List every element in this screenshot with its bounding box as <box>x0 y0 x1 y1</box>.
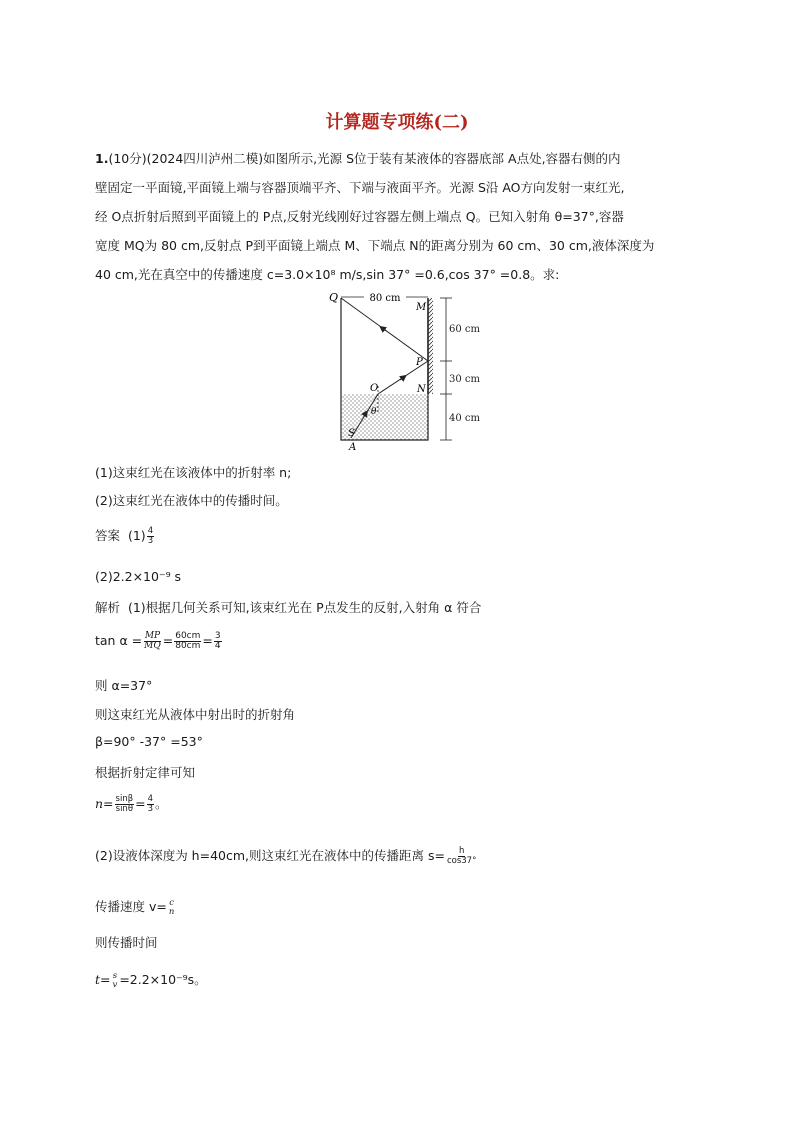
analysis-line-5: β=90° -37° =53° <box>95 734 203 749</box>
question-1: (1)这束红光在该液体中的折射率 n; <box>95 465 292 480</box>
analysis-line-11: t= s v =2.2×10⁻⁹s。 <box>95 970 207 990</box>
answer-label: 答案 <box>95 528 121 543</box>
label-S: S <box>348 428 355 439</box>
answer-1: 答案 (1) $\frac{4}{3}$ <box>95 526 154 546</box>
label-A: A <box>349 442 357 450</box>
problem-line: 经 O点折射后照到平面镜上的 P点,反射光线刚好过容器左侧上端点 Q。已知入射角 θ=37°,容器 <box>95 209 624 224</box>
tan-equation: tan α = $\frac{MP}{MQ}$ = $\frac{60cm}{80cm}$ = $\frac{3}{4}$ <box>95 631 221 651</box>
label-M: M <box>416 302 427 313</box>
question-2: (2)这束红光在液体中的传播时间。 <box>95 493 288 508</box>
fraction: s v <box>112 970 118 990</box>
dim-top: 80 cm <box>369 293 401 304</box>
refraction-equation: n= $\frac{\sin\beta}{\sin\theta}$ = $\frac{4}{3}$ 。 <box>95 794 168 814</box>
problem-statement <box>95 144 695 289</box>
fraction: $\frac{\sin\beta}{\sin\theta}$ <box>115 794 134 814</box>
label-N: N <box>417 384 426 395</box>
question-number: 1. <box>95 151 109 166</box>
page-title: 计算题专项练(二) <box>325 112 469 133</box>
analysis-line-1: 解析 (1)根据几何关系可知,该束红光在 P点发生的反射,入射角 α 符合 <box>95 600 482 615</box>
fraction: $\frac{4}{3}$ <box>147 526 154 546</box>
dim-right-40: 40 cm <box>449 413 480 424</box>
answer-2: (2)2.2×10⁻⁹ s <box>95 569 182 584</box>
label-theta: θ <box>371 407 377 417</box>
dim-right-30: 30 cm <box>449 374 480 385</box>
analysis-line-3: 则 α=37° <box>95 678 153 693</box>
fraction: $\frac{4}{3}$ <box>147 794 154 814</box>
fraction: $\frac{60cm}{80cm}$ <box>175 631 201 651</box>
analysis-label: 解析 <box>95 600 121 615</box>
label-Q: Q <box>329 291 339 304</box>
analysis-line-9: 传播速度 v= c n <box>95 897 175 917</box>
label-O: O <box>370 383 379 394</box>
optics-figure <box>0 290 794 450</box>
dim-right-60: 60 cm <box>449 324 480 335</box>
fraction: c n <box>168 897 175 917</box>
problem-line: 宽度 MQ为 80 cm,反射点 P到平面镜上端点 M、下端点 N的距离分别为 60 cm、30 cm,液体深度为 <box>95 238 655 253</box>
analysis-line-8: (2)设液体深度为 h=40cm,则这束红光在液体中的传播距离 s= $\frac{h}{\cos 37^\circ}$ <box>95 846 477 866</box>
analysis-line-6: 根据折射定律可知 <box>95 765 196 780</box>
analysis-line-4: 则这束红光从液体中射出时的折射角 <box>95 707 296 722</box>
problem-line: 1.(10分)(2024四川泸州二模)如图所示,光源 S位于装有某液体的容器底部 A点处,容器右侧的内 <box>95 151 621 166</box>
label-P: P <box>416 357 423 368</box>
fraction: $\frac{h}{\cos 37^\circ}$ <box>446 846 477 866</box>
problem-line: 40 cm,光在真空中的传播速度 c=3.0×10⁸ m/s,sin 37° =0.6,cos 37° =0.8。求: <box>95 267 560 282</box>
fraction: $\frac{3}{4}$ <box>214 631 221 651</box>
fraction: $\frac{MP}{MQ}$ <box>144 631 161 651</box>
problem-line: 壁固定一平面镜,平面镜上端与容器顶端平齐、下端与液面平齐。光源 S沿 AO方向发射一束红光, <box>95 180 625 195</box>
analysis-line-10: 则传播时间 <box>95 935 158 950</box>
